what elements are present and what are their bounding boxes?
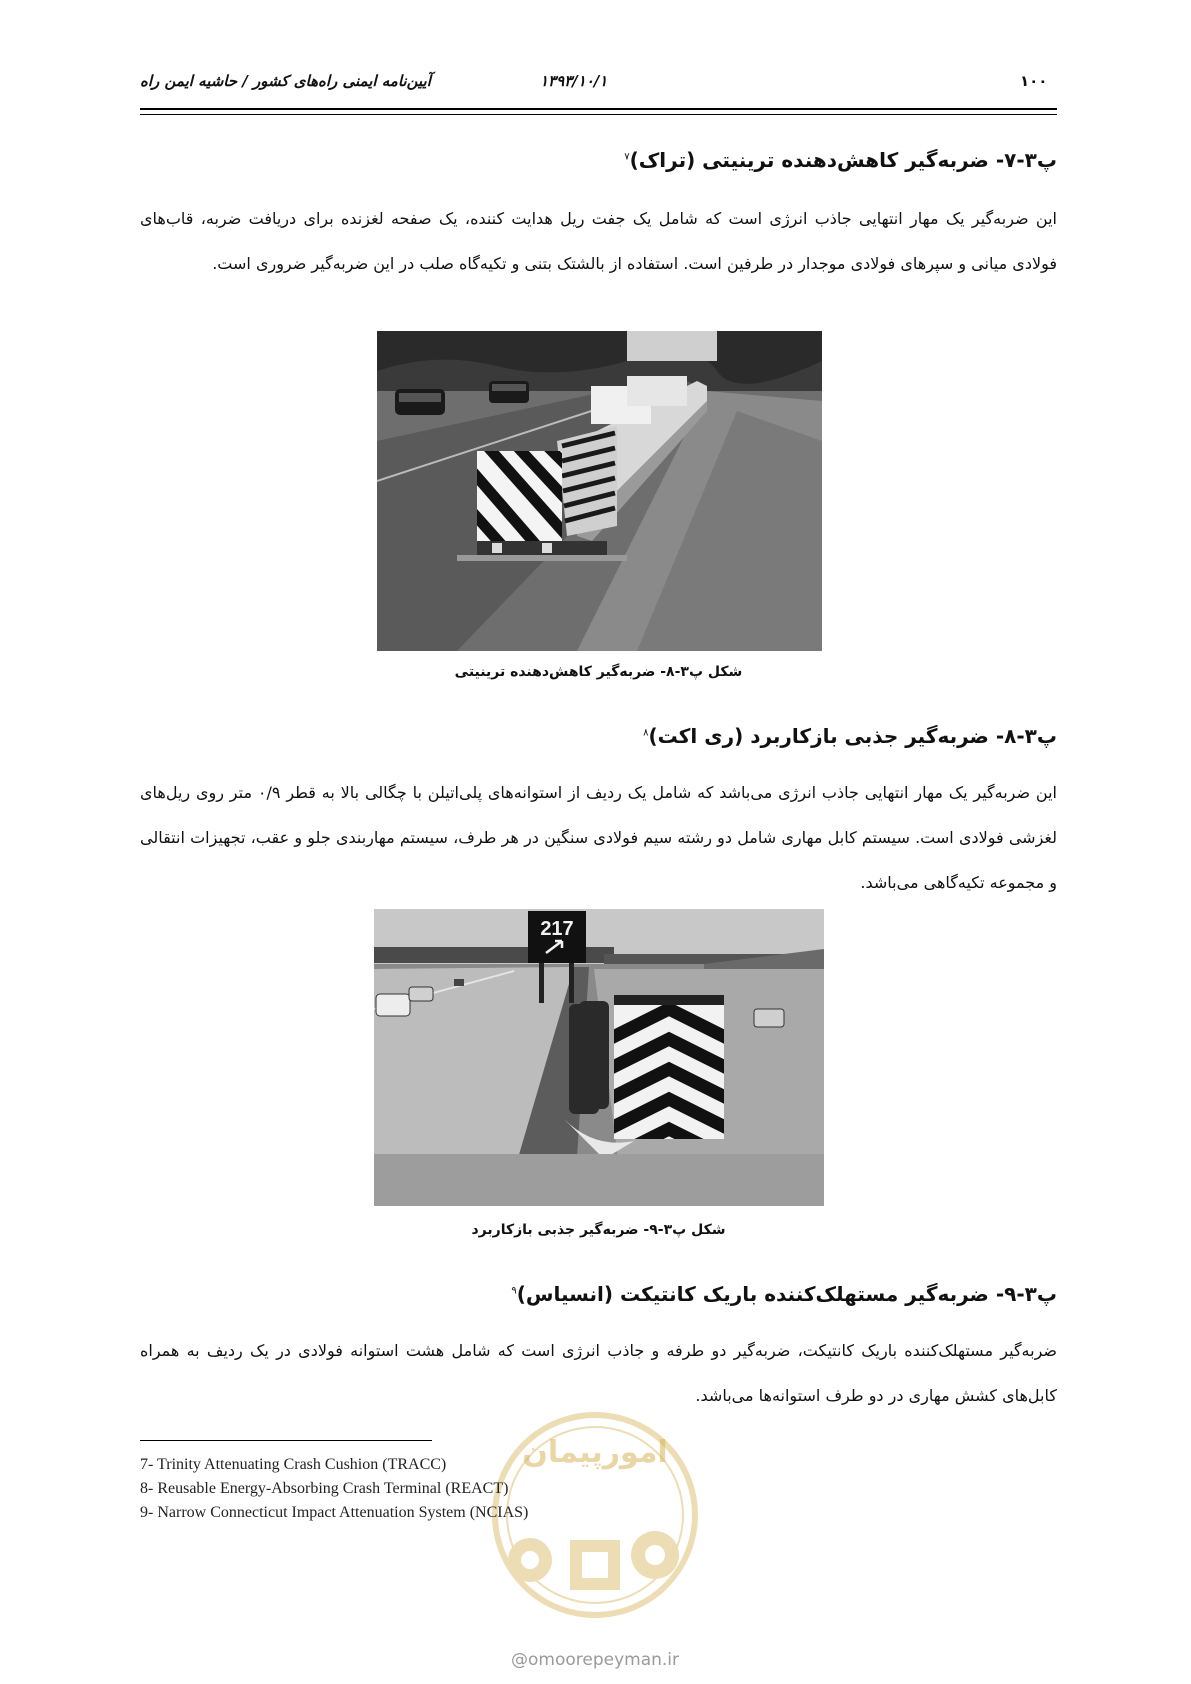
figure-tracc-photo [377,331,822,651]
section-heading-9-text: پ۳-۹- ضربه‌گیر مستهلک‌کننده باریک کانتیکت (انسیاس) [516,1282,1057,1306]
footnote-ref-8: ۸ [643,727,649,739]
header-date: ۱۳۹۳/۱۰/۱ [540,72,608,90]
figure-9-caption: شکل پ۳-۹- ضربه‌گیر جذبی بازکاربرد [471,1222,726,1238]
section-heading-8 [140,724,1057,748]
footnote-9: 9- Narrow Connecticut Impact Attenuation System (NCIAS) [140,1504,529,1521]
section-paragraph-7: این ضربه‌گیر یک مهار انتهایی جاذب انرژی است که شامل یک جفت ریل هدایت کننده، یک صفحه لغزنده برای دریافت ضربه، قاب‌های فولادی میانی و سپرهای فولادی موجدار در طرفین است. استفاده از بالشتک بتنی و تکیه‌گاه صلب در این ضربه‌گیر ضروری است. [140,209,1057,273]
section-heading-7-text: پ۳-۷- ضربه‌گیر کاهش‌دهنده ترینیتی (تراک) [629,148,1057,172]
sign-number-text: 217 [540,918,574,940]
section-heading-8-text: پ۳-۸- ضربه‌گیر جذبی بازکاربرد (ری اکت) [648,724,1057,748]
section-heading-7 [140,148,1057,172]
header-page-number: ۱۰۰ [1020,72,1048,90]
footnote-7: 7- Trinity Attenuating Crash Cushion (TRACC) [140,1456,447,1473]
watermark-logo-text: امورپیمان [522,1435,668,1470]
figure-8-caption: شکل پ۳-۸- ضربه‌گیر کاهش‌دهنده ترینیتی [454,664,743,680]
footnote-rule [140,1440,432,1441]
section-heading-9 [140,1282,1057,1306]
section-paragraph-8: این ضربه‌گیر یک مهار انتهایی جاذب انرژی می‌باشد که شامل یک ردیف از استوانه‌های پلی‌اتیلن با چگالی بالا به قطر ۰/۹ متر روی ریل‌های لغزشی فولادی است. سیستم کابل مهاری شامل دو رشته سیم فولادی سنگین در هر طرف، سیستم مهاربندی جلو و عقب، تجهیزات انتقالی و مجموعه تکیه‌گاهی می‌باشد. [140,783,1058,892]
footnote-8: 8- Reusable Energy-Absorbing Crash Terminal (REACT) [140,1480,509,1497]
figure-react-photo [374,909,824,1206]
footnote-ref-9: ۹ [511,1285,517,1297]
tracc-photo-illustration [377,331,822,651]
section-paragraph-9: ضربه‌گیر مستهلک‌کننده باریک کانتیکت، ضربه‌گیر دو طرفه و جاذب انرژی است که شامل هشت استوانه فولادی در یک ردیف به همراه کابل‌های کشش مهاری در دو طرف استوانه‌ها می‌باشد. [140,1341,1057,1405]
watermark-site-text: @omoorepeyman.ir [510,1650,680,1670]
header-running-title: آیین‌نامه ایمنی راه‌های کشور / حاشیه ایمن راه [140,72,431,90]
header-rule-thin [140,114,1057,115]
react-photo-illustration [374,909,824,1206]
footnote-ref-7: ۷ [624,151,630,163]
header-rule-thick [140,108,1057,110]
